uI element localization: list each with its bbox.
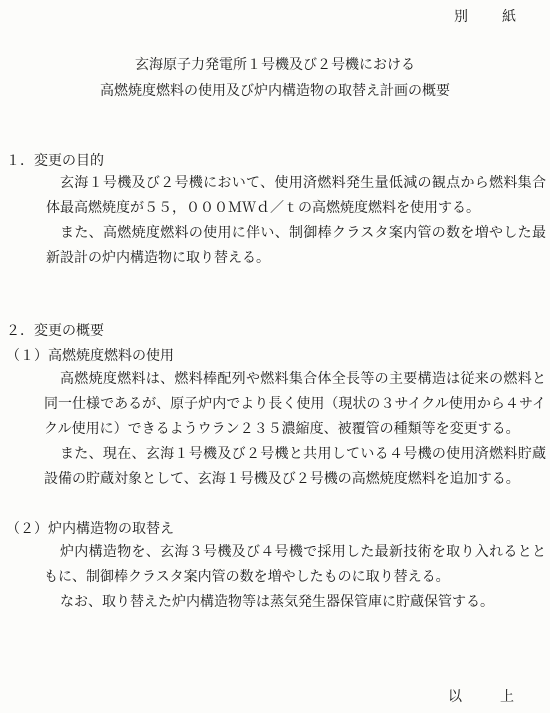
- attachment-label: 別 紙: [454, 9, 526, 25]
- subsection1-heading: （１）高燃焼度燃料の使用: [6, 348, 174, 364]
- document-title-line1: 玄海原子力発電所１号機及び２号機における: [135, 57, 415, 73]
- subsection1-paragraph1: 高燃焼度燃料は、燃料棒配列や燃料集合体全長等の主要構造は従来の燃料と同一仕様であるが、原子炉内でより長く使用（現状の３サイクル使用から４サイクル使用に）できるようウラン２３５濃縮度、被覆管の種類等を変更する。: [44, 371, 546, 437]
- closing-mark: 以 上: [448, 689, 526, 705]
- subsection2-paragraph1: 炉内構造物を、玄海３号機及び４号機で採用した最新技術を取り入れるとともに、制御棒クラスタ案内管の数を増やしたものに取り替える。: [44, 544, 546, 585]
- section1-paragraph2: また、高燃焼度燃料の使用に伴い、制御棒クラスタ案内管の数を増やした最新設計の炉内構造物に取り替える。: [46, 225, 546, 266]
- subsection2-heading: （２）炉内構造物の取替え: [6, 521, 174, 537]
- section1-paragraph1: 玄海１号機及び２号機において、使用済燃料発生量低減の観点から燃料集合体最高燃焼度が５５，０００ＭＷｄ／ｔの高燃焼度燃料を使用する。: [46, 175, 546, 216]
- section1-heading: １．変更の目的: [6, 153, 104, 169]
- subsection2-paragraph2: なお、取り替えた炉内構造物等は蒸気発生器保管庫に貯蔵保管する。: [60, 594, 494, 610]
- document-title-line2: 高燃焼度燃料の使用及び炉内構造物の取替え計画の概要: [100, 83, 450, 99]
- subsection1-paragraph2: また、現在、玄海１号機及び２号機と共用している４号機の使用済燃料貯蔵設備の貯蔵対象として、玄海１号機及び２号機の高燃焼度燃料を追加する。: [44, 446, 546, 487]
- section2-heading: ２．変更の概要: [6, 323, 104, 339]
